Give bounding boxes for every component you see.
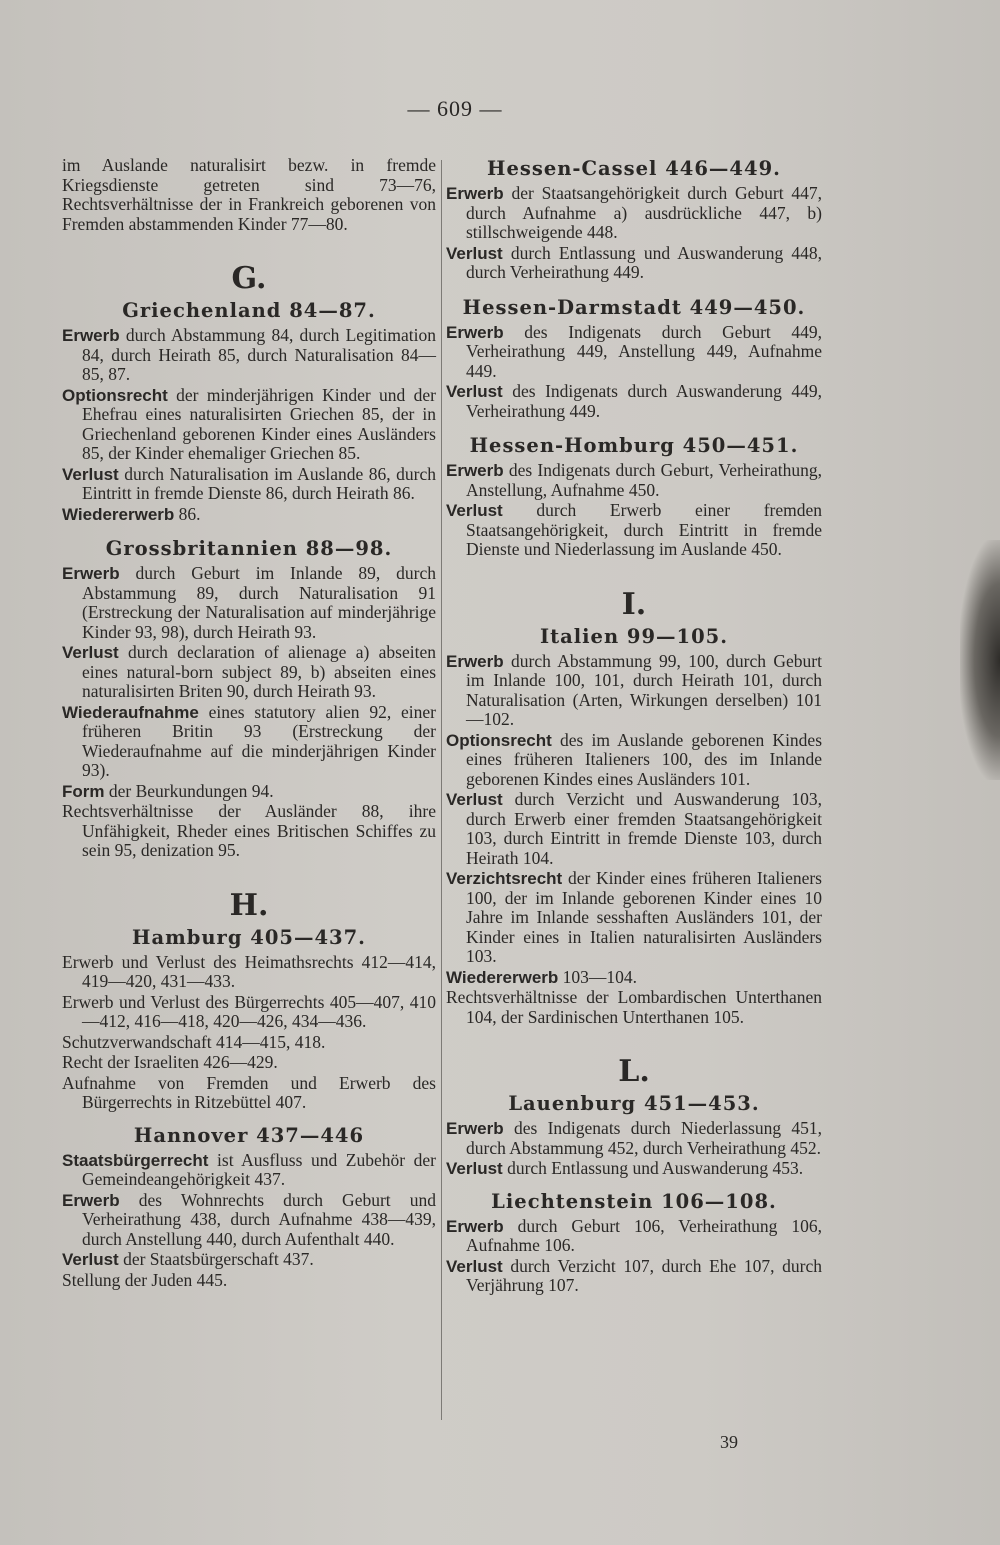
keyword: Verlust	[62, 464, 119, 484]
keyword: Verlust	[62, 643, 119, 662]
entry-text: 103—104.	[562, 966, 638, 987]
heading-hessen-homburg: Hessen-Homburg 450—451.	[469, 434, 799, 457]
keyword: Verlust	[446, 501, 503, 520]
keyword: Erwerb	[62, 1190, 120, 1210]
entry-erwerb	[62, 326, 436, 385]
entry-text: der Kinder eines früheren Italieners 100, der im Inlande geborenen Kinder eines 10 Jahre im Inlande sesshaften Ausländers 101, der Kinder eines in Italien naturalisirten Ausländers 103.	[466, 868, 822, 966]
entry-text: durch Abstammung 84, durch Legitimation 84, durch Heirath 85, durch Naturalisation 84—85, 87.	[82, 325, 436, 384]
entry-verlust	[62, 1250, 436, 1270]
entry-line: Schutzverwandschaft 414—415, 418.	[62, 1031, 326, 1052]
entry-verzichtsrecht	[446, 869, 822, 967]
heading-hannover: Hannover 437—446	[133, 1123, 365, 1147]
entry-optionsrecht	[62, 386, 436, 464]
entry-erwerb	[446, 461, 822, 500]
entry-text: durch Entlassung und Auswanderung 453.	[507, 1158, 804, 1178]
keyword: Verlust	[446, 1256, 503, 1276]
heading-lauenburg: Lauenburg 451—453.	[508, 1092, 760, 1115]
keyword: Erwerb	[446, 1216, 504, 1236]
entry-erwerb	[446, 652, 822, 730]
keyword: Erwerb	[446, 1119, 504, 1138]
keyword: Verlust	[446, 790, 503, 809]
entry-text: 86.	[178, 503, 201, 524]
entry-erwerb	[446, 1119, 822, 1158]
keyword: Wiederaufnahme	[62, 702, 199, 722]
entry-wiedererwerb	[62, 505, 436, 525]
keyword: Verlust	[62, 1250, 119, 1269]
entry-verlust	[446, 790, 822, 868]
keyword: Optionsrecht	[446, 730, 552, 750]
left-column	[62, 156, 436, 1291]
entry-verlust	[62, 643, 436, 702]
entry-text: der Beurkundungen 94.	[108, 780, 274, 801]
keyword: Staatsbürgerrecht	[62, 1150, 209, 1170]
entry-text: der Staatsbürgerschaft 437.	[123, 1249, 314, 1269]
heading-italien: Italien 99—105.	[539, 624, 729, 648]
entry-text: des Wohnrechts durch Geburt und Verheirathung 438, durch Aufnahme 438—439, durch Anstellung 440, durch Aufenthalt 440.	[82, 1189, 437, 1249]
section-letter-g: G.	[231, 261, 267, 296]
heading-hessen-darmstadt: Hessen-Darmstadt 449—450.	[462, 295, 806, 319]
entry-text: durch declaration of alienage a) abseiten eines natural-born subject 89, b) abseiten eines naturalisirten Briten 90, durch Heirath 93.	[82, 642, 437, 701]
entry-juden: Stellung der Juden 445.	[62, 1269, 228, 1290]
keyword: Wiedererwerb	[446, 967, 559, 987]
entry-text: eines statutory alien 92, einer früheren Britin 93 (Erstreckung der Wiederaufnahme auf die minderjährigen Kinder 93).	[82, 701, 437, 780]
entry-text: ist Ausfluss und Zubehör der Gemeindeangehörigkeit 437.	[82, 1149, 436, 1189]
entry-erwerb	[62, 564, 436, 642]
keyword: Verzichtsrecht	[446, 869, 563, 888]
heading-hamburg: Hamburg 405—437.	[132, 925, 366, 949]
keyword: Erwerb	[446, 651, 504, 671]
heading-griechenland: Griechenland 84—87.	[122, 299, 376, 322]
entry-text: durch Erwerb einer fremden Staatsangehörigkeit, durch Eintritt in fremde Dienste und Niederlassung im Auslande 450.	[466, 500, 823, 559]
keyword: Form	[62, 781, 105, 801]
right-column	[446, 156, 822, 1297]
entry-text: durch Entlassung und Auswanderung 448, durch Verheirathung 449.	[466, 242, 822, 282]
entry-verlust	[446, 1257, 822, 1296]
entry-line: Erwerb und Verlust des Heimathsrechts 412—414, 419—420, 431—433.	[62, 951, 436, 991]
entry-text: des Indigenats durch Niederlassung 451, durch Abstammung 452, durch Verheirathung 452.	[466, 1118, 822, 1158]
entry-line: Recht der Israeliten 426—429.	[62, 1052, 278, 1072]
entry-text: des im Auslande geborenen Kindes eines früheren Italieners 100, des im Inlande geborenen Kindes eines Ausländers 101.	[466, 729, 823, 789]
keyword: Verlust	[446, 243, 503, 263]
page-number: — 609 —	[407, 96, 503, 121]
entry-text: durch Geburt 106, Verheirathung 106, Aufnahme 106.	[466, 1215, 822, 1255]
keyword: Wiedererwerb	[62, 504, 175, 524]
scan-shadow	[960, 540, 1000, 780]
entry-line: Aufnahme von Fremden und Erwerb des Bürgerrechts in Ritzebüttel 407.	[62, 1072, 436, 1112]
entry-verlust	[446, 501, 822, 560]
entry-line: Erwerb und Verlust des Bürgerrechts 405—407, 410—412, 416—418, 420—426, 434—436.	[62, 991, 436, 1031]
entry-text: durch Verzicht und Auswanderung 103, durch Erwerb einer fremden Staatsangehörigkeit 103, durch Eintritt in fremde Dienste 103, durch Heirath 104.	[466, 789, 822, 868]
entry-rechtsverhaeltnisse: Rechtsverhältnisse der Lombardischen Unterthanen 104, der Sardinischen Unterthanen 105.	[446, 987, 822, 1027]
entry-optionsrecht	[446, 731, 822, 790]
keyword: Erwerb	[446, 322, 504, 342]
section-letter-h: H.	[229, 887, 269, 923]
heading-hessen-cassel: Hessen-Cassel 446—449.	[487, 157, 781, 180]
keyword: Optionsrecht	[62, 385, 168, 405]
entry-erwerb	[446, 1217, 822, 1256]
keyword: Erwerb	[62, 326, 120, 345]
keyword: Verlust	[446, 382, 503, 401]
entry-form	[62, 782, 436, 802]
entry-erwerb	[446, 323, 822, 382]
keyword: Verlust	[446, 1159, 503, 1178]
section-letter-l: L.	[618, 1054, 650, 1089]
signature-number: 39	[720, 1432, 738, 1452]
entry-text: des Indigenats durch Geburt, Verheirathung, Anstellung, Aufnahme 450.	[466, 460, 823, 500]
entry-text: durch Geburt im Inlande 89, durch Abstammung 89, durch Naturalisation 91 (Erstreckung der Naturalisation auf minderjährige Kinder 93, 98), durch Heirath 93.	[82, 563, 436, 642]
entry-erwerb	[62, 1191, 436, 1250]
column-divider	[441, 160, 442, 1420]
entry-text: des Indigenats durch Geburt 449, Verheirathung 449, Anstellung 449, Aufnahme 449.	[466, 321, 823, 381]
entry-text: des Indigenats durch Auswanderung 449, Verheirathung 449.	[466, 381, 822, 421]
entry-text: durch Abstammung 99, 100, durch Geburt im Inlande 100, 101, durch Heirath 101, durch Naturalisation (Arten, Wirkungen derselben) 101—102.	[466, 650, 822, 729]
entry-text: durch Verzicht 107, durch Ehe 107, durch Verjährung 107.	[466, 1255, 823, 1295]
intro-text: im Auslande naturalisirt bezw. in fremde Kriegsdienste getreten sind 73—76, Rechtsverhältnisse der in Frankreich geborenen von Fremden abstammenden Kinder 77—80.	[62, 155, 436, 234]
heading-grossbritannien: Grossbritannien 88—98.	[105, 537, 393, 560]
entry-text: der minderjährigen Kinder und der Ehefrau eines naturalisirten Griechen 85, der in Griechenland geborenen Kinder eines Ausländers 85, der Kinder ehemaliger Griechen 85.	[82, 384, 436, 463]
entry-verlust	[446, 382, 822, 421]
entry-verlust	[446, 244, 822, 283]
entry-wiedererwerb	[446, 968, 822, 988]
entry-text: durch Naturalisation im Auslande 86, durch Eintritt in fremde Dienste 86, durch Heirath 86.	[82, 463, 436, 503]
heading-liechtenstein: Liechtenstein 106—108.	[491, 1189, 777, 1213]
keyword: Erwerb	[446, 461, 504, 480]
entry-text: der Staatsangehörigkeit durch Geburt 447, durch Aufnahme a) ausdrückliche 447, b) stillschweigende 448.	[466, 183, 823, 242]
section-letter-i: I.	[621, 586, 647, 622]
entry-staatsbuergerrecht	[62, 1151, 436, 1190]
entry-verlust	[446, 1159, 822, 1179]
entry-erwerb	[446, 184, 822, 243]
keyword: Erwerb	[446, 184, 504, 203]
keyword: Erwerb	[62, 564, 120, 583]
entry-rechtsverhaeltnisse: Rechtsverhältnisse der Ausländer 88, ihre Unfähigkeit, Rheder eines Britischen Schiffes zu sein 95, denization 95.	[62, 801, 436, 860]
entry-verlust	[62, 465, 436, 504]
entry-wiederaufnahme	[62, 703, 436, 781]
